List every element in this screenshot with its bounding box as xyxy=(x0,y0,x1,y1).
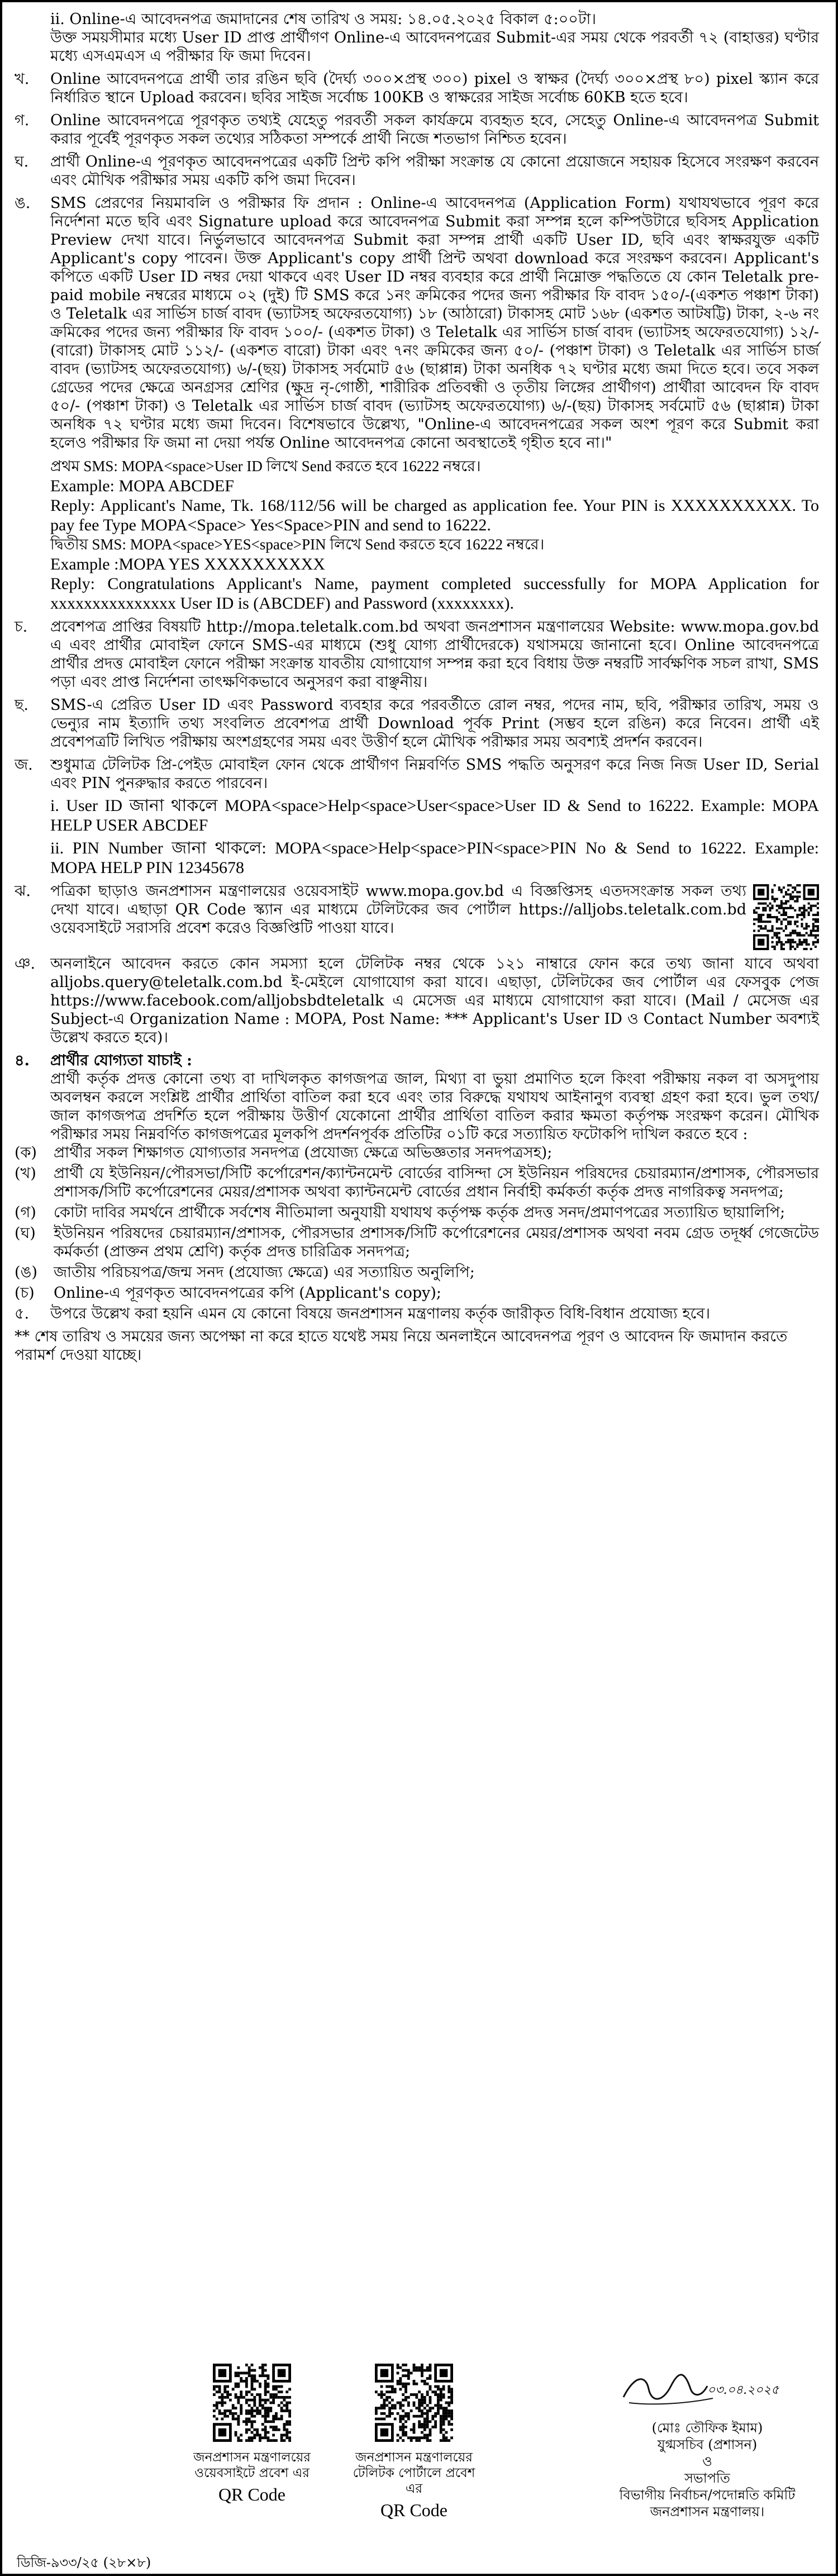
instruction-item xyxy=(15,111,819,148)
list-text: ইউনিয়ন পরিষদের চেয়ারম্যান/প্রশাসক, পৌরসভার প্রশাসক/সিটি কর্পোরেশনের মেয়র/প্রশাসক অথবা নবম গ্রেড তদূর্ধ্ব গেজেটেড কর্মকর্তা (প্রাক্তন প্রথম শ্রেণি) কর্তৃক প্রদত্ত চারিত্রিক সনদপত্র; xyxy=(54,1225,819,1260)
instruction-item xyxy=(15,70,819,107)
item-body xyxy=(50,153,819,189)
conjunction: ও xyxy=(702,2454,712,2469)
qr-code-label: QR Code xyxy=(380,2500,447,2520)
document-list xyxy=(15,1144,819,1304)
document-list-item xyxy=(15,1224,819,1261)
committee: বিভাগীয় নির্বাচন/পদোন্নতি কমিটি xyxy=(619,2487,796,2503)
help-pin-line: ii. PIN Number জানা থাকলে: MOPA<space>Help<space>PIN<space>PIN No & Send to 16222. Example: MOPA HELP PIN 12345678 xyxy=(50,839,819,877)
list-text: কোটা দাবির সমর্থনে প্রার্থীকে সর্বশেষ নীতিমালা অনুযায়ী যথাযথ কর্তৃপক্ষ কর্তৃক প্রদত্ত সনদ/প্রমাণপত্রের সত্যায়িত ছায়ালিপি; xyxy=(54,1204,785,1221)
sms-instructions xyxy=(15,457,819,613)
qr-caption: টেলিটক পোর্টালে প্রবেশ এর xyxy=(353,2466,475,2496)
item-label: ঘ. xyxy=(15,153,29,170)
reference-number: ডিজি-৯৩৩/২৫ (২৮×৮) xyxy=(17,2555,151,2570)
section-text: উপরে উল্লেখ করা হয়নি এমন যে কোনো বিষয়ে জনপ্রশাসন মন্ত্রণালয় কর্তৃক জারীকৃত বিধি-বিধান প্রযোজ্য হবে। xyxy=(50,1305,711,1322)
item-text: অনলাইনে আবেদন করতে কোন সমস্যা হলে টেলিটক নম্বর থেকে ১২১ নাম্বারে ফোন করে তথ্য জানা যাবে অথবা alljobs.query@teletalk.com.bd ই-মেইলে যোগাযোগ করা যাবে। এছাড়া, টেলিটকের জব পোর্টাল এর ফেসবুক পেজ https://www.facebook.com/alljobsbdteletalk এ মেসেজ এর মাধ্যমে যোগাযোগ করা যাবে। (Mail / মেসেজ এর Subject-এ Organization Name : MOPA, Post Name: *** Applicant's User ID ও Contact Number অবশ্যই উল্লেখ করতে হবে)। xyxy=(50,955,819,1046)
item-chha xyxy=(15,696,819,751)
document-list-item xyxy=(15,1263,819,1282)
item-text: শুধুমাত্র টেলিটক প্রি-পেইড মোবাইল ফোন থেকে প্রার্থীগণ নিম্নবর্ণিত SMS পদ্ধতি অনুসরণ করে নিজ নিজ User ID, Serial এবং PIN পুনরুদ্ধার করতে পারবেন। xyxy=(50,756,819,792)
item-label: ঞ. xyxy=(15,955,36,972)
qr-code-label: QR Code xyxy=(218,2484,285,2504)
list-label: (চ) xyxy=(15,1284,35,1302)
item-paragraph: Online আবেদনপত্রে পূরণকৃত তথ্যই যেহেতু পরবর্তী সকল কার্যক্রমে ব্যবহৃত হবে, সেহেতু Online-এ আবেদনপত্র Submit করার পূর্বেই পূরণকৃত সকল তথ্যের সঠিকতা সম্পর্কে প্রার্থী নিজে শতভাগ নিশ্চিত হবেন। xyxy=(50,112,819,148)
footer xyxy=(15,2358,819,2576)
qr-caption: জনপ্রশাসন মন্ত্রণালয়ের xyxy=(193,2450,311,2465)
item-paragraph: উক্ত সময়সীমার মধ্যে User ID প্রাপ্ত প্রার্থীগণ Online-এ আবেদনপত্রের Submit-এর সময় থেকে পরবর্তী ৭২ (বাহাত্তর) ঘণ্টার মধ্যে এসএমএস এ পরীক্ষার ফি জমা দিবেন। xyxy=(50,29,819,65)
item-label: ঙ. xyxy=(15,194,31,212)
reply-2: Reply: Congratulations Applicant's Name, payment completed successfully for MOPA Application for xxxxxxxxxxxxxxx User ID is (ABCDEF) and Password (xxxxxxxx). xyxy=(50,575,819,613)
document-list-item xyxy=(15,1144,819,1162)
list-label: (ঘ) xyxy=(15,1225,36,1242)
qr-caption: ওয়েবসাইটে প্রবেশ এর xyxy=(194,2466,310,2480)
role: সভাপতি xyxy=(684,2470,730,2486)
teletalk-qr-code[interactable] xyxy=(753,884,819,950)
qr-code-icon xyxy=(375,2364,453,2442)
list-label: (ক) xyxy=(15,1144,37,1161)
section-heading: প্রার্থীর যোগ্যতা যাচাই : xyxy=(50,1052,192,1069)
mopa-website-qr[interactable] xyxy=(188,2364,316,2506)
document-list-item xyxy=(15,1284,819,1302)
list-label: (গ) xyxy=(15,1204,36,1221)
item-label: গ. xyxy=(15,112,30,129)
item-label: চ. xyxy=(15,618,28,635)
item-text: পত্রিকা ছাড়াও জনপ্রশাসন মন্ত্রণালয়ের ওয়েবসাইট www.mopa.gov.bd এ বিজ্ঞপ্তিসহ এতদসংক্রান্ত সকল তথ্য দেখা যাবে। এছাড়া QR Code স্ক্যান এর মাধ্যমে টেলিটকের জব পোর্টাল https://alljobs.teletalk.com.bd ওয়েবসাইটে সরাসরি প্রবেশ করেও বিজ্ঞপ্তিটি পাওয়া যাবে। xyxy=(50,883,746,937)
help-user-line: i. User ID জানা থাকলে MOPA<space>Help<space>User<space>User ID & Send to 16222. Example: MOPA HELP USER ABCDEF xyxy=(50,796,819,834)
signature-block xyxy=(596,2358,819,2520)
example-1: Example: MOPA ABCDEF xyxy=(50,477,234,495)
ministry: জনপ্রশাসন মন্ত্রণালয়। xyxy=(650,2504,765,2520)
item-body xyxy=(50,194,819,452)
item-paragraph: Online আবেদনপত্রে প্রার্থী তার রঙিন ছবি (দৈর্ঘ্য ৩০০×প্রস্থ ৩০০) pixel ও স্বাক্ষর (দৈর্ঘ্য ৩০০×প্রস্থ ৮০) pixel স্ক্যান করে নির্ধারিত স্থানে Upload করবেন। ছবির সাইজ সর্বোচ্চ 100KB ও স্বাক্ষরের সাইজ সর্বোচ্চ 60KB হতে হবে। xyxy=(50,70,819,106)
item-paragraph: SMS প্রেরণের নিয়মাবলি ও পরীক্ষার ফি প্রদান : Online-এ আবেদনপত্র (Application Form) যথাযথভাবে পূরণ করে নির্দেশনা মতে ছবি এবং Signature upload করে আবেদনপত্র Submit করা সম্পন্ন হলে কম্পিউটারে ছবিসহ Application Preview দেখা যাবে। নির্ভুলভাবে আবেদনপত্র Submit করা সম্পন্ন প্রার্থী একটি User ID, ছবি এবং স্বাক্ষরযুক্ত একটি Applicant's copy পাবেন। উক্ত Applicant's copy প্রার্থী প্রিন্ট অথবা download করে সংরক্ষণ করবেন। Applicant's কপিতে একটি User ID নম্বর দেয়া থাকবে এবং User ID নম্বর ব্যবহার করে প্রার্থী নিম্নোক্ত পদ্ধতিতে যে কোন Teletalk pre-paid mobile নম্বরের মাধ্যমে ০২ (দুই) টি SMS করে ১নং ক্রমিকের পদের জন্য পরীক্ষার ফি বাবদ ১৫০/-(একশত পঞ্চাশ টাকা) ও Teletalk এর সার্ভিস চার্জ বাবদ (ভ্যাটসহ অফেরতযোগ্য) ১৮ (আঠারো) টাকাসহ মোট ১৬৮ (একশত আটষট্টি) টাকা, ২-৬ নং ক্রমিকের পদের জন্য পরীক্ষার ফি বাবদ ১০০/- (একশত টাকা) ও Teletalk এর সার্ভিস চার্জ বাবদ (ভ্যাটসহ অফেরতযোগ্য) ১২/- (বারো) টাকাসহ মোট ১১২/- (একশত বারো) টাকা এবং ৭নং ক্রমিকের জন্য ৫০/- (পঞ্চাশ টাকা) ও Teletalk এর সার্ভিস চার্জ বাবদ (ভ্যাটসহ অফেরতযোগ্য) ৬/-(ছয়) টাকাসহ সর্বমোট ৫৬ (ছাপ্পান্ন) টাকা অনধিক ৭২ ঘণ্টার মধ্যে জমা দিতে হবে। তবে সকল গ্রেডের পদের ক্ষেত্রে অনগ্রসর শ্রেণির (ক্ষুদ্র নৃ-গোষ্ঠী, শারীরিক প্রতিবন্ধী ও তৃতীয় লিঙ্গের প্রার্থীগণ) প্রার্থীরা আবেদন ফি বাবদ ৫০/- (পঞ্চাশ টাকা) ও Teletalk এর সার্ভিস চার্জ বাবদ (ভ্যাটসহ অফেরতযোগ্য) ৬/-(ছয়) টাকাসহ সর্বমোট ৫৬ (ছাপ্পান্ন) টাকা অনধিক ৭২ ঘণ্টার মধ্যে জমা দিবেন। বিশেষভাবে উল্লেখ্য, "Online-এ আবেদনপত্রের সকল অংশ পূরণ করে Submit করা হলেও পরীক্ষার ফি জমা না দেয়া পর্যন্ত Online আবেদনপত্র কোনো অবস্থাতেই গৃহীত হবে না।" xyxy=(50,194,820,452)
item-nio xyxy=(15,955,819,1047)
section-4-intro: প্রার্থী কর্তৃক প্রদত্ত কোনো তথ্য বা দাখিলকৃত কাগজপত্র জাল, মিথ্যা বা ভুয়া প্রমাণিত হলে কিংবা পরীক্ষায় নকল বা অসদুপায় অবলম্বন করলে সংশ্লিষ্ট প্রার্থীর প্রার্থিতা বাতিল করা হবে এবং তার বিরুদ্ধে যথাযথ আইনানুগ ব্যবস্থা গ্রহণ করা হবে। ভুল তথ্য/জাল কাগজপত্র প্রদর্শিত হলে পরীক্ষায় উত্তীর্ণ যেকোনো প্রার্থীর প্রার্থিতা বাতিল করার ক্ষমতা কর্তৃপক্ষ সংরক্ষণ করেন। মৌখিক পরীক্ষার সময় নিম্নবর্ণিত কাগজপত্রের মূলকপি প্রদর্শনপূর্বক প্রতিটির ০১টি করে সত্যায়িত ফটোকপি দাখিল করতে হবে : xyxy=(50,1070,819,1143)
item-label: ঝ. xyxy=(15,883,31,900)
designation: যুগ্মসচিব (প্রশাসন) xyxy=(657,2437,758,2452)
list-text: প্রার্থীর সকল শিক্ষাগত যোগ্যতার সনদপত্র (প্রযোজ্য ক্ষেত্রে অভিজ্ঞতার সনদপত্রসহ); xyxy=(54,1144,553,1161)
qr-caption: জনপ্রশাসন মন্ত্রণালয়ের xyxy=(355,2450,473,2465)
section-4-heading xyxy=(15,1051,819,1070)
item-label: ছ. xyxy=(15,696,28,714)
item-paragraph: ii. Online-এ আবেদনপত্র জমাদানের শেষ তারিখ ও সময়: ১৪.০৫.২০২৫ বিকাল ৫:০০টা। xyxy=(50,11,597,28)
item-ja-body xyxy=(50,756,819,877)
signatory-name: (মোঃ তৌফিক ইমাম) xyxy=(651,2420,763,2436)
item-body xyxy=(50,10,819,65)
second-sms: দ্বিতীয় SMS: MOPA<space>YES<space>PIN লিখে Send করতে হবে 16222 নম্বরে। xyxy=(50,536,545,553)
item-text: প্রবেশপত্র প্রাপ্তির বিষয়টি http://mopa.teletalk.com.bd অথবা জনপ্রশাসন মন্ত্রণালয়ের Website: www.mopa.gov.bd এ এবং প্রার্থীর মোবাইল ফোনে SMS-এর মাধ্যমে (শুধু যোগ্য প্রার্থীদেরকে) যথাসময়ে জানানো হবে। Online আবেদনপত্রে প্রার্থীর প্রদত্ত মোবাইল ফোনে পরীক্ষা সংক্রান্ত যাবতীয় যোগাযোগ সম্পন্ন করা হবে বিধায় উক্ত নম্বরটি সার্বক্ষণিক সচল রাখা, SMS পড়া এবং প্রাপ্ত নির্দেশনা তাৎক্ষণিকভাবে অনুসরণ করা বাঞ্ছনীয়। xyxy=(50,618,819,691)
list-text: জাতীয় পরিচয়পত্র/জন্ম সনদ (প্রযোজ্য ক্ষেত্রে) এর সত্যায়িত অনুলিপি; xyxy=(54,1264,475,1281)
section-label: ৫. xyxy=(15,1305,30,1322)
application-instructions xyxy=(15,10,819,457)
instruction-item xyxy=(15,194,819,452)
signature xyxy=(596,2358,819,2420)
list-label: (খ) xyxy=(15,1165,36,1182)
qr-code-icon xyxy=(213,2364,291,2442)
qr-code-icon xyxy=(753,884,819,950)
item-label: জ. xyxy=(15,756,33,774)
document-list-item xyxy=(15,1203,819,1222)
teletalk-portal-qr[interactable] xyxy=(350,2364,478,2521)
first-sms: প্রথম SMS: MOPA<space>User ID লিখে Send করতে হবে 16222 নম্বরে। xyxy=(50,458,481,475)
instruction-item xyxy=(15,10,819,65)
list-text: Online-এ পূরণকৃত আবেদনপত্রের কপি (Applicant's copy); xyxy=(54,1284,442,1302)
list-label: (ঙ) xyxy=(15,1264,37,1281)
item-label: খ. xyxy=(15,70,30,88)
instruction-item xyxy=(15,153,819,189)
section-label: ৪. xyxy=(15,1052,30,1069)
example-2: Example :MOPA YES XXXXXXXXXX xyxy=(50,555,325,573)
signature-date: ০৩.০৪.২০২৫ xyxy=(707,2383,779,2397)
item-paragraph: প্রার্থী Online-এ পূরণকৃত আবেদনপত্রের একটি প্রিন্ট কপি পরীক্ষা সংক্রান্ত যে কোনো প্রয়োজনে সহায়ক হিসেবে সংরক্ষণ করবেন এবং মৌখিক পরীক্ষার সময় একটি কপি জমা দিবেন। xyxy=(50,153,819,189)
item-text: SMS-এ প্রেরিত User ID এবং Password ব্যবহার করে পরবর্তীতে রোল নম্বর, পদের নাম, ছবি, পরীক্ষার তারিখ, সময় ও ভেন্যুর নাম ইত্যাদি তথ্য সংবলিত প্রবেশপত্র প্রার্থী Download পূর্বক Print (সম্ভব হলে রঙিন) করে নিবেন। প্রার্থী এই প্রবেশপত্রটি লিখিত পরীক্ষায় অংশগ্রহণের সময় এবং উত্তীর্ণ হলে মৌখিক পরীক্ষার সময় অবশ্যই প্রদর্শন করবেন। xyxy=(50,696,819,751)
list-text: প্রার্থী যে ইউনিয়ন/পৌরসভা/সিটি কর্পোরেশন/ক্যান্টনমেন্ট বোর্ডের বাসিন্দা সে ইউনিয়ন পরিষদের চেয়ারম্যান/প্রশাসক, পৌরসভার প্রশাসক/সিটি কর্পোরেশনের মেয়র/প্রশাসক অথবা ক্যান্টনমেন্ট বোর্ডের প্রধান নির্বাহী কর্মকর্তা কর্তৃক প্রদত্ত নাগরিকত্ব সনদপত্র; xyxy=(54,1165,819,1201)
item-body xyxy=(50,111,819,148)
document-list-item xyxy=(15,1164,819,1201)
item-jha xyxy=(15,882,819,950)
item-body xyxy=(50,70,819,107)
reply-1: Reply: Applicant's Name, Tk. 168/112/56 will be charged as application fee. Your PIN is XXXXXXXXXX. To pay fee Type MOPA<Space> Yes<Space>PIN and send to 16222. xyxy=(50,496,819,534)
item-cha xyxy=(15,618,819,691)
item-ja xyxy=(15,756,819,877)
deadline-note: ** শেষ তারিখ ও সময়ের জন্য অপেক্ষা না করে হাতে যথেষ্ট সময় নিয়ে অনলাইনে আবেদনপত্র পূরণ ও আবেদন ফি জমাদান করতে পরামর্শ দেওয়া যাচ্ছে। xyxy=(15,1328,788,1364)
section-5 xyxy=(15,1304,819,1323)
